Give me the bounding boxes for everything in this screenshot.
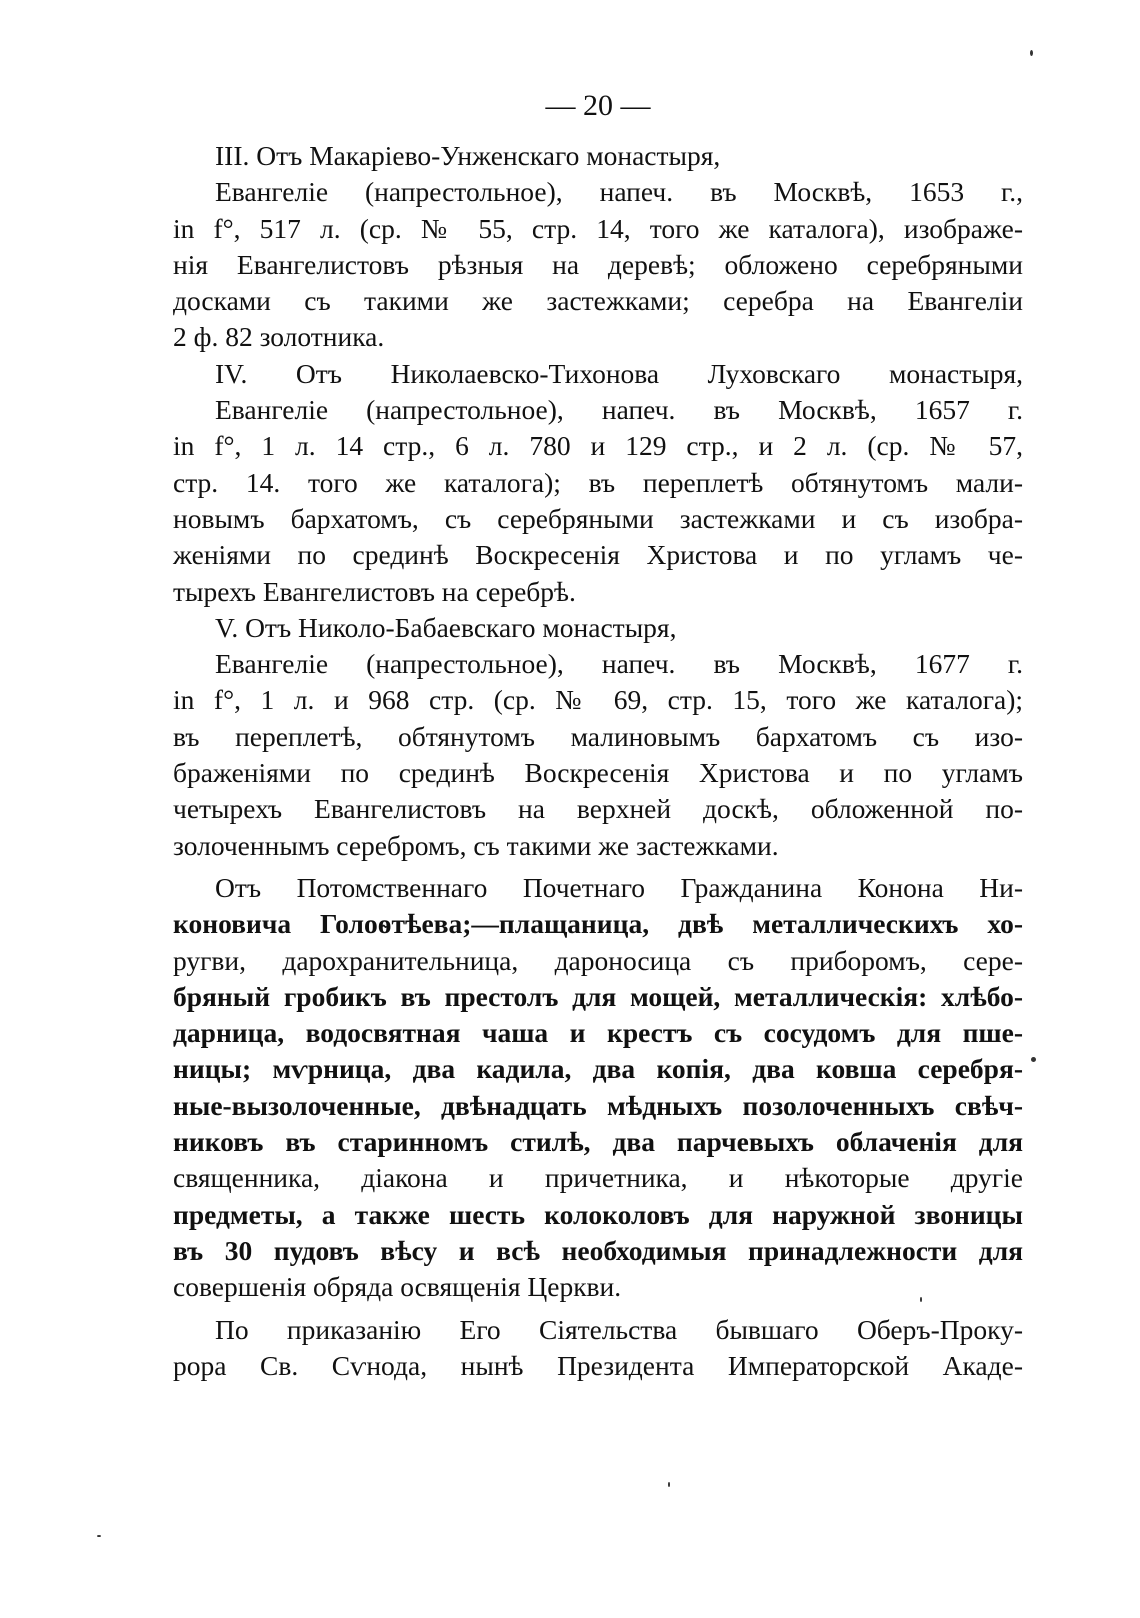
text-line: ные-вызолоченные, двѣнадцать мѣдныхъ позолоченныхъ свѣч- bbox=[173, 1089, 1023, 1121]
text-line: бряный гробикъ въ престолъ для мощей, металлическія: хлѣбо- bbox=[173, 980, 1023, 1012]
scan-speck bbox=[668, 1482, 670, 1487]
page-number: — 20 — bbox=[545, 89, 651, 122]
text-line: никовъ въ старинномъ стилѣ, два парчевыхъ облаченія для bbox=[173, 1126, 1023, 1158]
text-line: ницы; мѵрница, два кадила, два копія, два ковша серебря- bbox=[173, 1053, 1023, 1085]
text-line: in f°, 517 л. (ср. № 55, стр. 14, того же каталога), изображе- bbox=[173, 212, 1023, 244]
scan-speck bbox=[1031, 1057, 1036, 1062]
text-line: Отъ Потомственнаго Почетнаго Гражданина Конона Ни- bbox=[215, 871, 1023, 903]
text-line: in f°, 1 л. 14 стр., 6 л. 780 и 129 стр., и 2 л. (ср. № 57, bbox=[173, 430, 1023, 462]
scan-speck bbox=[920, 1297, 922, 1302]
text-line: По приказанію Его Сіятельства бывшаго Оберъ-Проку- bbox=[215, 1313, 1023, 1345]
text-line: III. Отъ Макаріево-Унженскаго монастыря, bbox=[215, 140, 721, 171]
text-line: in f°, 1 л. и 968 стр. (ср. № 69, стр. 15, того же каталога); bbox=[173, 684, 1023, 716]
text-line: въ переплетѣ, обтянутомъ малиновымъ бархатомъ съ изо- bbox=[173, 720, 1023, 752]
text-line: Евангеліе (напрестольное), напеч. въ Москвѣ, 1653 г., bbox=[215, 176, 1023, 208]
text-line: IV. Отъ Николаевско-Тихонова Луховскаго монастыря, bbox=[215, 357, 1023, 389]
text-line: 2 ф. 82 золотника. bbox=[173, 321, 385, 353]
scan-speck bbox=[97, 1535, 101, 1537]
page-body bbox=[173, 84, 1023, 1384]
text-line: нія Евангелистовъ рѣзныя на деревѣ; обложено серебряными bbox=[173, 248, 1023, 280]
text-line: золоченнымъ серебромъ, съ такими же застежками. bbox=[173, 829, 779, 861]
text-block bbox=[173, 138, 1023, 1384]
text-line: коновича Голоѳтѣева;—плащаница, двѣ металлическихъ хо- bbox=[173, 908, 1023, 940]
text-line: досками съ такими же застежками; серебра на Евангеліи bbox=[173, 285, 1023, 317]
text-line: Евангеліе (напрестольное), напеч. въ Москвѣ, 1677 г. bbox=[215, 648, 1023, 680]
text-line: совершенія обряда освященія Церкви. bbox=[173, 1271, 622, 1303]
text-line: стр. 14. того же каталога); въ переплетѣ обтянутомъ мали- bbox=[173, 466, 1023, 498]
text-line: V. Отъ Николо-Бабаевскаго монастыря, bbox=[215, 611, 677, 643]
text-line: дарница, водосвятная чаша и крестъ съ сосудомъ для пше- bbox=[173, 1017, 1023, 1049]
text-line: предметы, а также шесть колоколовъ для наружной звоницы bbox=[173, 1198, 1023, 1230]
text-line: Евангеліе (напрестольное), напеч. въ Москвѣ, 1657 г. bbox=[215, 394, 1023, 426]
text-line: браженіями по срединѣ Воскресенія Христова и по угламъ bbox=[173, 757, 1023, 789]
text-line: новымъ бархатомъ, съ серебряными застежками и съ изобра- bbox=[173, 502, 1023, 534]
text-line: рора Св. Сѵнода, нынѣ Президента Императорской Акаде- bbox=[173, 1349, 1023, 1381]
text-line: священника, діакона и причетника, и нѣкоторые другіе bbox=[173, 1162, 1023, 1194]
text-line: четырехъ Евангелистовъ на верхней доскѣ, обложенной по- bbox=[173, 793, 1023, 825]
text-line: въ 30 пудовъ вѣсу и всѣ необходимыя принадлежности для bbox=[173, 1234, 1023, 1266]
text-line: тырехъ Евангелистовъ на серебрѣ. bbox=[173, 575, 576, 607]
text-line: женіями по срединѣ Воскресенія Христова и по угламъ че- bbox=[173, 539, 1023, 571]
scan-speck bbox=[1030, 50, 1033, 56]
text-line: ругви, дарохранительница, дароносица съ приборомъ, сере- bbox=[173, 944, 1023, 976]
